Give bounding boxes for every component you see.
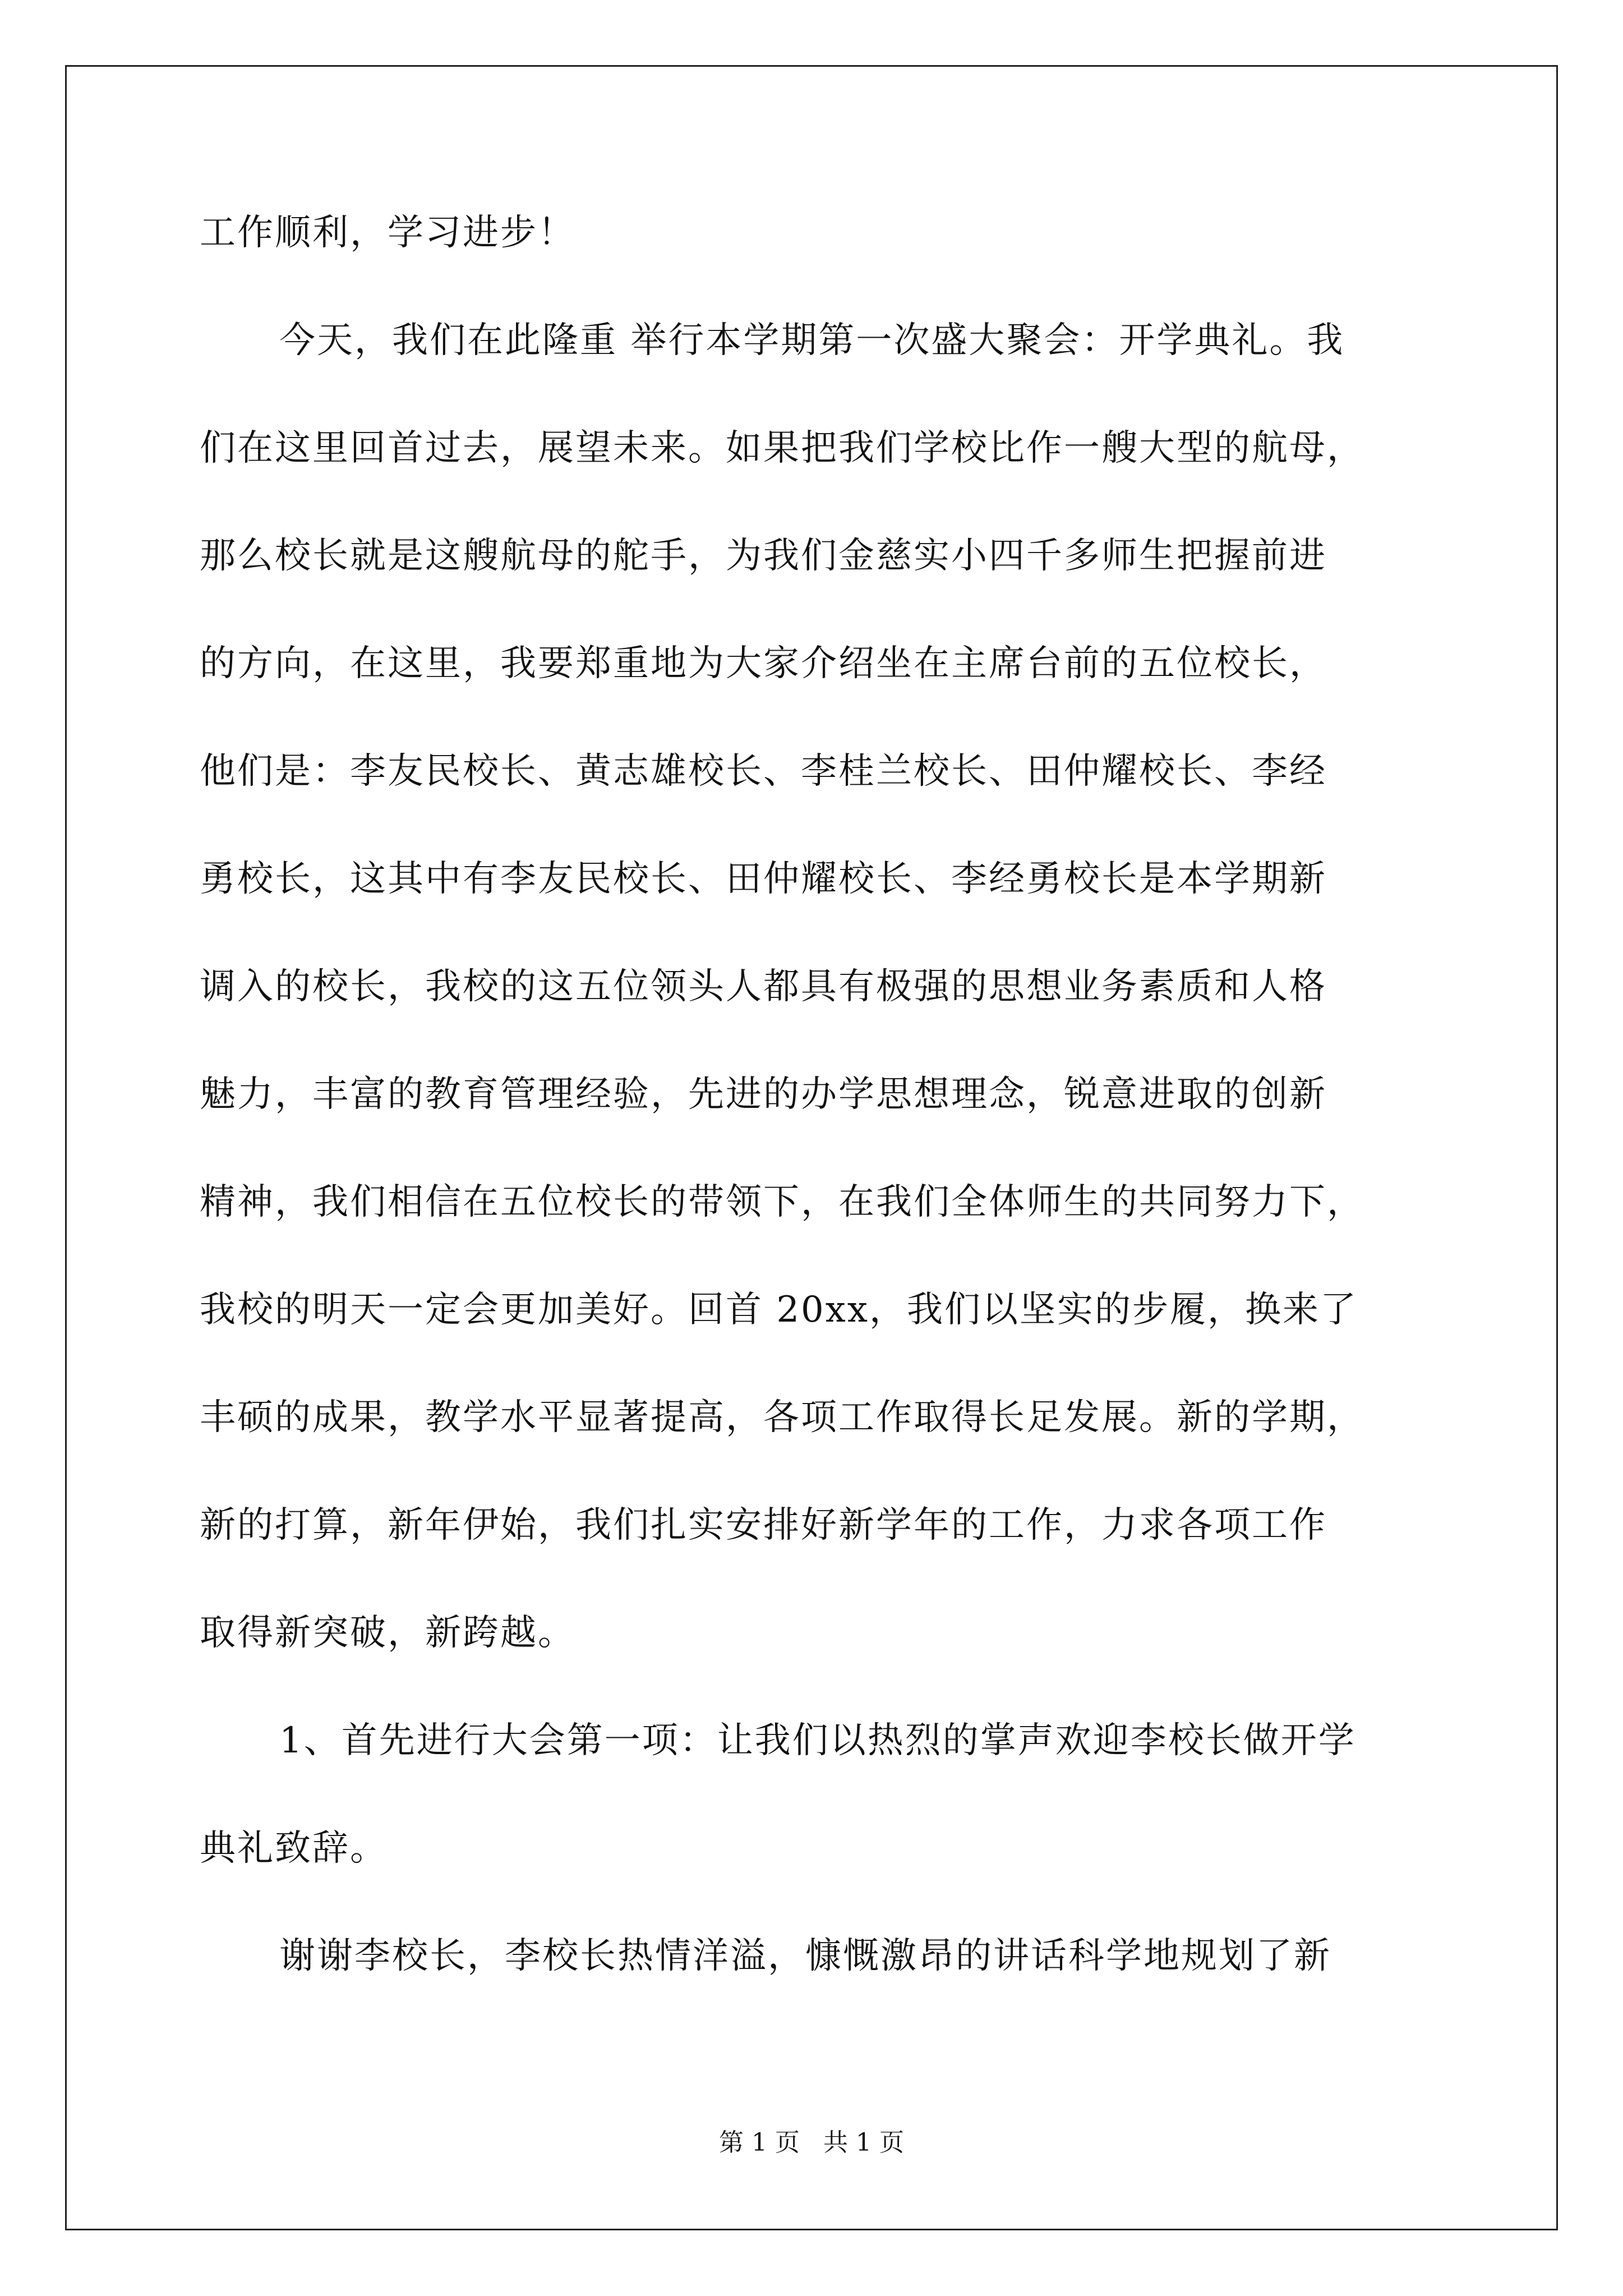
- text-line: 那么校长就是这艘航母的舵手，为我们金慈实小四千多师生把握前进: [200, 535, 1327, 577]
- text-line: 工作顺利，学习进步！: [200, 212, 575, 254]
- text-line: 们在这里回首过去，展望未来。如果把我们学校比作一艘大型的航母，: [200, 427, 1364, 469]
- text-line: 典礼致辞。: [200, 1828, 388, 1869]
- text-line: 谢谢李校长，李校长热情洋溢，慷慨激昂的讲话科学地规划了新: [279, 1935, 1331, 1977]
- text-line: 的方向，在这里，我要郑重地为大家介绍坐在主席台前的五位校长，: [200, 643, 1327, 684]
- text-line: 取得新突破，新跨越。: [200, 1612, 575, 1654]
- text-line: 我校的明天一定会更加美好。回首 20xx，我们以坚实的步履，换来了: [200, 1289, 1358, 1331]
- document-body: [200, 205, 1439, 2036]
- text-line: 调入的校长，我校的这五位领头人都具有极强的思想业务素质和人格: [200, 966, 1327, 1007]
- text-line: 他们是：李友民校长、黄志雄校长、李桂兰校长、田仲耀校长、李经: [200, 751, 1327, 792]
- text-line: 1、首先进行大会第一项：让我们以热烈的掌声欢迎李校长做开学: [279, 1720, 1356, 1761]
- text-line: 丰硕的成果，教学水平显著提高，各项工作取得长足发展。新的学期，: [200, 1397, 1364, 1438]
- text-line: 勇校长，这其中有李友民校长、田仲耀校长、李经勇校长是本学期新: [200, 858, 1327, 900]
- page-footer: 第 1 页 共 1 页: [719, 2128, 904, 2157]
- text-line: 新的打算，新年伊始，我们扎实安排好新学年的工作，力求各项工作: [200, 1504, 1327, 1546]
- text-line: 今天，我们在此隆重 举行本学期第一次盛大聚会：开学典礼。我: [279, 320, 1345, 361]
- text-line: 精神，我们相信在五位校长的带领下，在我们全体师生的共同努力下，: [200, 1181, 1364, 1223]
- text-line: 魅力，丰富的教育管理经验，先进的办学思想理念，锐意进取的创新: [200, 1074, 1327, 1115]
